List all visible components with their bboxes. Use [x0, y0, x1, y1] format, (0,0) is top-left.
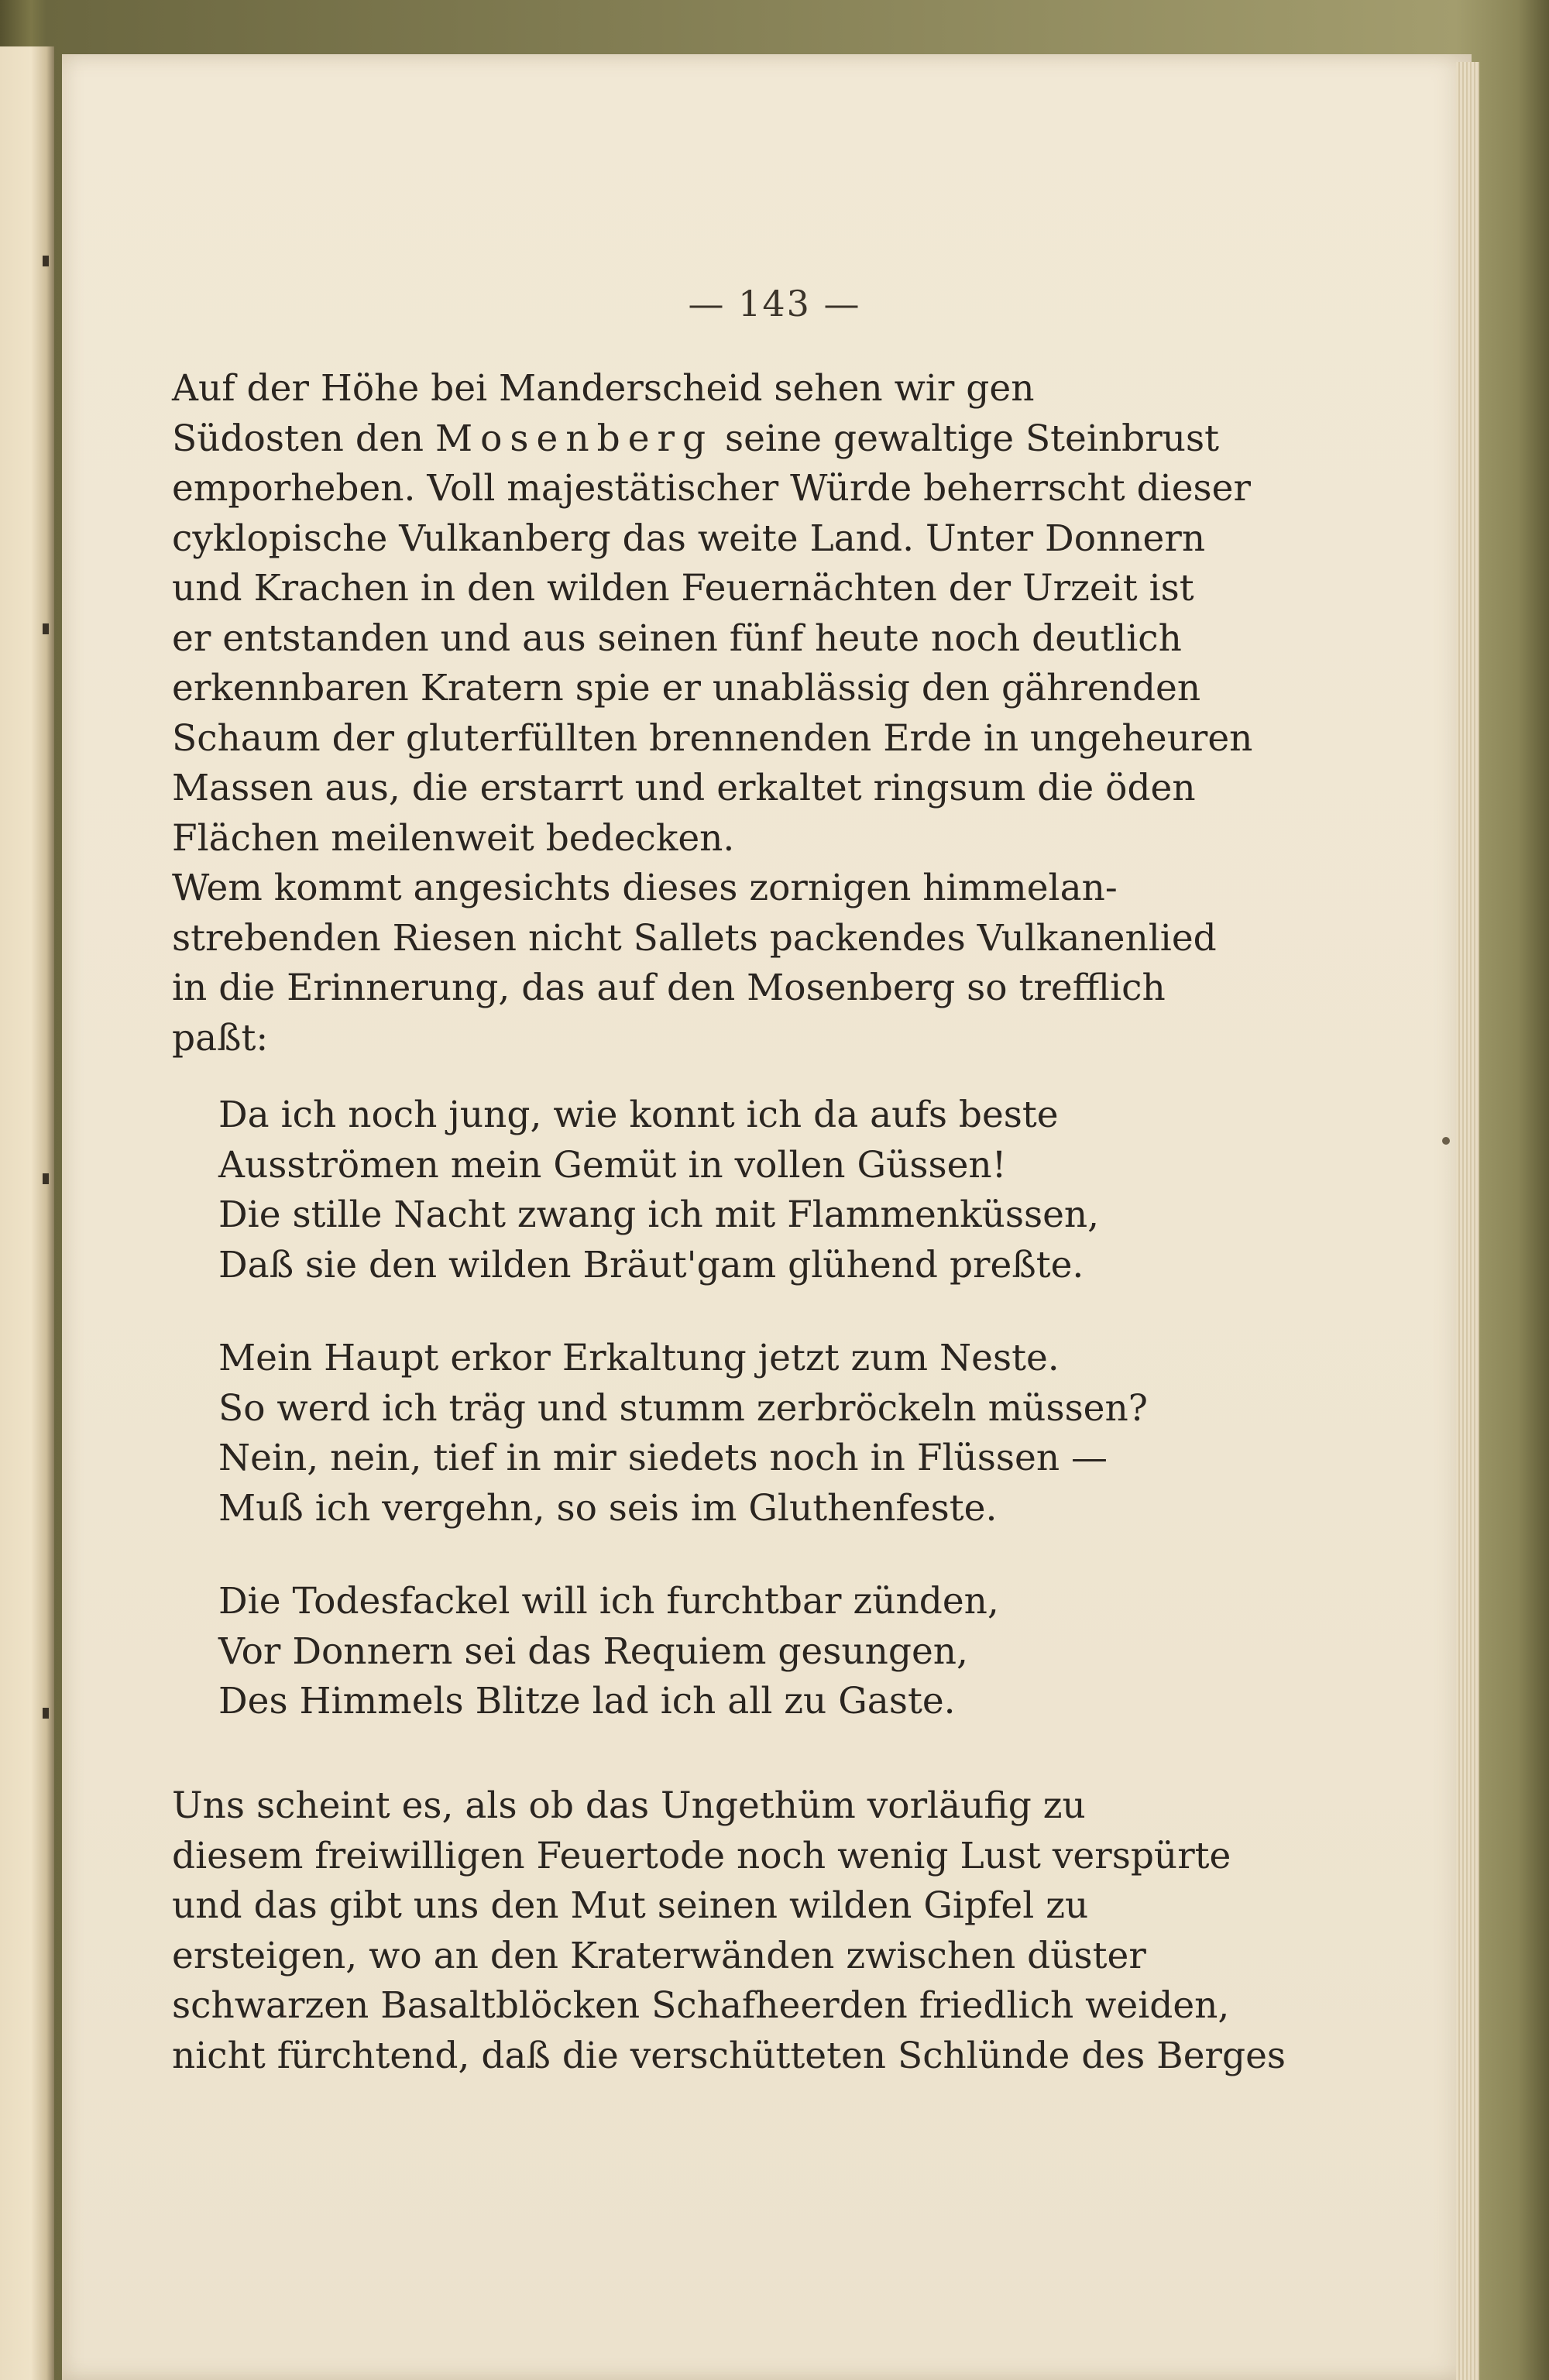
poem-line: Da ich noch jung, wie konnt ich da aufs beste [218, 1094, 1059, 1136]
margin-mark [43, 623, 49, 634]
text-line: ersteigen, wo an den Kraterwänden zwischen düster [172, 1934, 1146, 1977]
poem-stanza [218, 1577, 1303, 1727]
text-line: und das gibt uns den Mut seinen wilden Gipfel zu [172, 1884, 1089, 1927]
text-line: und Krachen in den wilden Feuernächten der Urzeit ist [172, 567, 1194, 610]
poem [218, 1090, 1303, 1770]
paragraph-2 [172, 864, 1256, 1063]
page-stack-edge [1456, 62, 1479, 2380]
text-line: schwarzen Basaltblöcken Schafheerden friedlich weiden, [172, 1984, 1230, 2027]
ink-spot [1442, 1137, 1450, 1145]
margin-mark [43, 256, 49, 266]
poem-line: Vor Donnern sei das Requiem gesungen, [218, 1630, 968, 1673]
text-line: Flächen meilenweit bedecken. [172, 816, 735, 860]
text-line: Uns scheint es, als ob das Ungethüm vorläufig zu [172, 1784, 1086, 1827]
text-line: emporheben. Voll majestätischer Würde beherrscht dieser [172, 467, 1251, 510]
text-line: Auf der Höhe bei Manderscheid sehen wir gen [172, 367, 1035, 410]
poem-line: So werd ich träg und stumm zerbröckeln müssen? [218, 1386, 1148, 1430]
poem-stanza [218, 1334, 1303, 1533]
poem-stanza [218, 1090, 1303, 1290]
previous-page-edge [0, 46, 54, 2380]
poem-line: Die stille Nacht zwang ich mit Flammenküssen, [218, 1193, 1100, 1236]
text-line: strebenden Riesen nicht Sallets packendes Vulkanenlied [172, 916, 1217, 960]
poem-line: Des Himmels Blitze lad ich all zu Gaste. [218, 1680, 956, 1722]
text-line: paßt: [172, 1016, 269, 1059]
text-line: Südosten den Mosenberg seine gewaltige Steinbrust [172, 417, 1219, 460]
poem-line: Nein, nein, tief in mir siedets noch in Flüssen — [218, 1437, 1108, 1479]
poem-line: Ausströmen mein Gemüt in vollen Güssen! [218, 1143, 1007, 1187]
poem-line: Mein Haupt erkor Erkaltung jetzt zum Neste. [218, 1337, 1060, 1379]
poem-line: Die Todesfackel will ich furchtbar zünden, [218, 1580, 999, 1623]
text-line: Schaum der gluterfüllten brennenden Erde in ungeheuren [172, 716, 1253, 760]
poem-line: Daß sie den wilden Bräut'gam glühend preßte. [218, 1243, 1084, 1286]
text-line: in die Erinnerung, das auf den Mosenberg so trefflich [172, 967, 1166, 1009]
text-line: Wem kommt angesichts dieses zornigen himmelan- [172, 867, 1118, 909]
text-line: diesem freiwilligen Feuertode noch wenig Lust verspürte [172, 1834, 1231, 1877]
text-line: nicht fürchtend, daß die verschütteten Schlünde des Berges [172, 2034, 1286, 2077]
text-line: er entstanden und aus seinen fünf heute noch deutlich [172, 616, 1182, 660]
text-line: Massen aus, die erstarrt und erkaltet ringsum die öden [172, 767, 1196, 809]
poem-line: Muß ich vergehn, so seis im Gluthenfeste. [218, 1486, 998, 1530]
margin-mark [43, 1708, 49, 1719]
margin-mark [43, 1173, 49, 1184]
paragraph-3 [172, 1781, 1286, 2081]
text-line: erkennbaren Kratern spie er unablässig den gährenden [172, 667, 1201, 709]
page-number: — 143 — [688, 283, 861, 325]
text-line: cyklopische Vulkanberg das weite Land. Unter Donnern [172, 517, 1206, 560]
paragraph-1 [172, 364, 1256, 864]
